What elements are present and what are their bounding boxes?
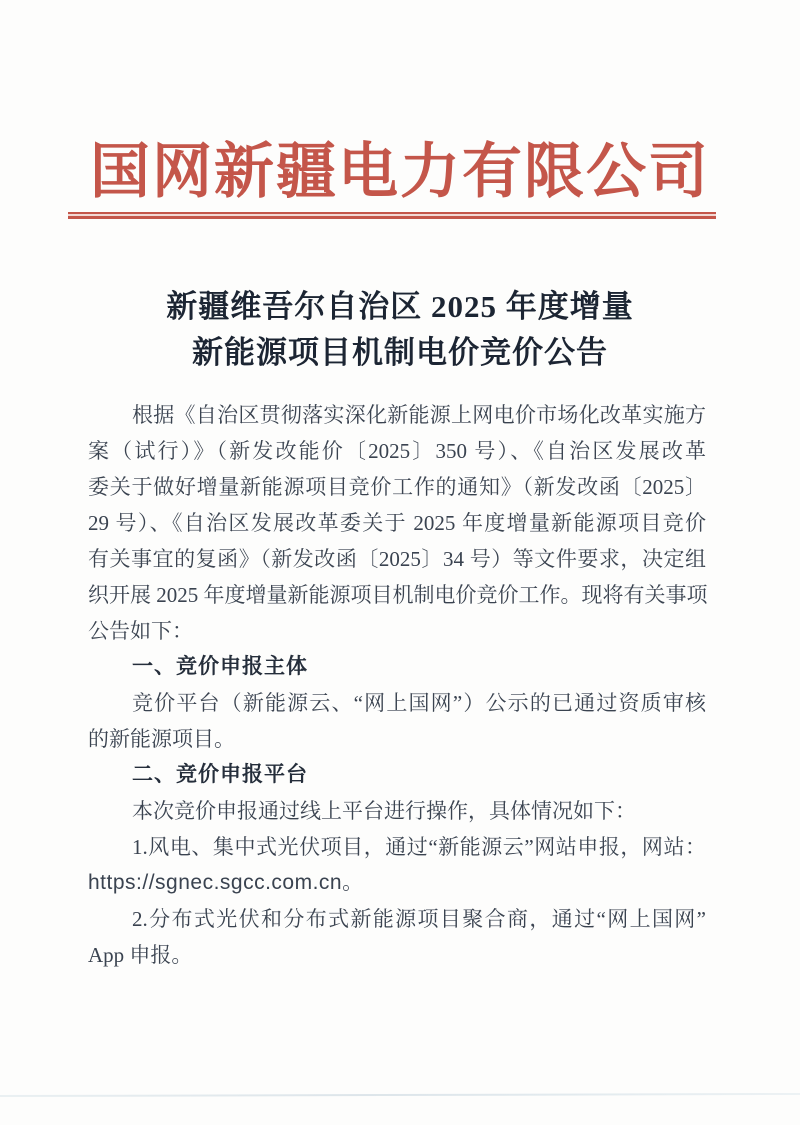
- body-line: 织开展 2025 年度增量新能源项目机制电价竞价工作。现将有关事项: [88, 583, 708, 607]
- letterhead-company-title: 国网新疆电力有限公司: [90, 139, 710, 205]
- document-title-line-2: 新能源项目机制电价竞价公告: [192, 335, 608, 370]
- section-2-heading: 二、竞价申报平台: [132, 763, 308, 786]
- website-url: https://sgnec.sgcc.com.cn。: [88, 871, 364, 894]
- section-1-heading: 一、竞价申报主体: [132, 655, 308, 678]
- body-line: 的新能源项目。: [88, 727, 235, 751]
- body-line: 竞价平台（新能源云、“网上国网”）公示的已通过资质审核: [132, 691, 706, 715]
- body-line: 本次竞价申报通过线上平台进行操作，具体情况如下：: [132, 799, 636, 823]
- document-title-line-1: 新疆维吾尔自治区 2025 年度增量: [166, 289, 634, 324]
- body-line: 公告如下：: [88, 619, 193, 643]
- body-line: 根据《自治区贯彻落实深化新能源上网电价市场化改革实施方: [132, 403, 706, 427]
- body-line: 委关于做好增量新能源项目竞价工作的通知》（新发改函〔2025〕: [88, 475, 706, 499]
- body-line: 1.风电、集中式光伏项目，通过“新能源云”网站申报，网站：: [132, 835, 706, 859]
- letterhead-divider-bottom-line: [68, 216, 716, 219]
- document-title: [0, 284, 800, 376]
- body-line: App 申报。: [88, 943, 193, 967]
- body-line: 2.分布式光伏和分布式新能源项目聚合商，通过“网上国网”: [132, 907, 706, 931]
- document-body: [88, 397, 706, 973]
- page-edge-line: [0, 1093, 800, 1097]
- body-line: 29 号）、《自治区发展改革委关于 2025 年度增量新能源项目竞价: [88, 511, 706, 535]
- body-line: 有关事宜的复函》（新发改函〔2025〕34 号）等文件要求，决定组: [88, 547, 706, 571]
- body-line: 案（试行）》（新发改能价〔2025〕350 号）、《自治区发展改革: [88, 439, 706, 463]
- letterhead-divider: [68, 212, 716, 219]
